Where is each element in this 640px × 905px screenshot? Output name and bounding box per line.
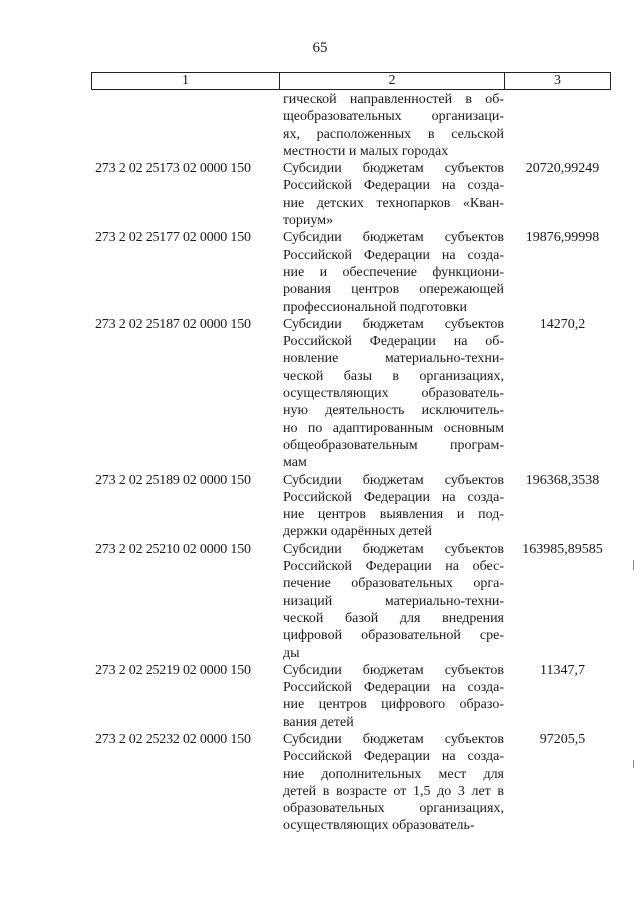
table-row: [91, 91, 621, 160]
description-line: Субсидии бюджетам субъектов: [283, 541, 504, 557]
description-line: Субсидии бюджетам субъектов: [283, 662, 504, 678]
description: [279, 316, 504, 472]
description: [279, 541, 504, 662]
description-line: ную деятельность исключитель-: [283, 403, 504, 419]
amount: 14270,2: [539, 316, 586, 332]
table-header: [91, 72, 611, 90]
description-line: ях, расположенных в сельской: [283, 126, 504, 142]
table-row: [91, 316, 621, 472]
description-line: ториум»: [283, 213, 334, 229]
budget-code: 273 2 02 25189 02 0000 150: [95, 472, 251, 488]
budget-code: 273 2 02 25232 02 0000 150: [95, 731, 251, 747]
header-col-3: 3: [554, 73, 561, 88]
header-col-1: 1: [92, 73, 280, 89]
description-line: Российской Федерации на созда-: [283, 178, 504, 194]
amount: [504, 91, 621, 160]
scan-edge-mark: [633, 560, 634, 570]
description-line: мам: [283, 455, 307, 471]
description-line: Российской Федерации на созда-: [283, 247, 504, 263]
budget-code: 273 2 02 25187 02 0000 150: [95, 316, 251, 332]
description-line: осуществляющих образователь-: [283, 386, 504, 402]
budget-code: 273 2 02 25210 02 0000 150: [95, 541, 251, 557]
description-line: местности и малых городах: [283, 143, 449, 159]
scan-edge-mark: [633, 760, 634, 768]
budget-code: 273 2 02 25219 02 0000 150: [95, 662, 251, 678]
description-line: Российской Федерации на обес-: [283, 559, 504, 575]
header-col-2: 2: [280, 73, 505, 89]
amount: 19876,99998: [525, 230, 600, 246]
description-line: Российской Федерации на созда-: [283, 749, 504, 765]
table-row: [91, 229, 621, 315]
table-body: [91, 91, 621, 835]
amount: 20720,99249: [525, 161, 600, 177]
description-line: осуществляющих образователь-: [283, 818, 475, 834]
description-line: профессиональной подготовки: [283, 299, 467, 315]
description-line: печение образовательных орга-: [283, 576, 504, 592]
amount: 163985,89585: [522, 541, 603, 557]
budget-code: 273 2 02 25177 02 0000 150: [95, 230, 251, 246]
description-line: ческой базой для внедрения: [283, 610, 504, 626]
description-line: но по адаптированным основным: [283, 420, 504, 436]
description-line: ние центров выявления и под-: [283, 507, 504, 523]
amount: 196368,3538: [525, 472, 600, 488]
description-line: вания детей: [283, 714, 354, 730]
table-row: [91, 160, 621, 229]
description-line: общеобразовательным програм-: [283, 437, 504, 453]
description: [279, 731, 504, 835]
description-line: ческой базы в организациях,: [283, 368, 504, 384]
budget-code: 273 2 02 25173 02 0000 150: [95, 161, 251, 177]
description-line: Субсидии бюджетам субъектов: [283, 472, 504, 488]
description-line: щеобразовательных организаци-: [283, 109, 504, 125]
amount: 11347,7: [540, 662, 585, 678]
amount: 97205,5: [539, 731, 586, 747]
description-line: новление материально-техни-: [283, 351, 504, 367]
description-line: гической направленностей в об-: [283, 92, 504, 107]
description-line: ние детских технопарков «Кван-: [283, 195, 504, 211]
description-line: рования центров опережающей: [283, 282, 504, 298]
description: [279, 91, 504, 160]
description-line: Субсидии бюджетам субъектов: [283, 316, 504, 332]
description-line: ние дополнительных мест для: [283, 766, 504, 782]
page-number: 65: [312, 40, 328, 56]
description-line: ние и обеспечение функциони-: [283, 264, 504, 280]
description-line: Субсидии бюджетам субъектов: [283, 230, 504, 246]
description-line: Российской Федерации на созда-: [283, 680, 504, 696]
table-row: [91, 731, 621, 835]
description: [279, 229, 504, 315]
description: [279, 472, 504, 541]
description-line: низаций материально-техни-: [283, 593, 504, 609]
description-line: детей в возрасте от 1,5 до 3 лет в: [283, 783, 504, 799]
description-line: держки одарённых детей: [283, 524, 433, 540]
budget-code: [91, 91, 279, 160]
description: [279, 160, 504, 229]
description-line: образовательных организациях,: [283, 801, 504, 817]
description-line: ды: [283, 645, 300, 661]
description-line: Российской Федерации на об-: [283, 334, 504, 350]
description-line: ние центров цифрового образо-: [283, 697, 504, 713]
description-line: Субсидии бюджетам субъектов: [283, 731, 504, 747]
description: [279, 662, 504, 731]
description-line: Субсидии бюджетам субъектов: [283, 161, 504, 177]
description-line: цифровой образовательной сре-: [283, 628, 504, 644]
table-row: [91, 472, 621, 541]
table-row: [91, 662, 621, 731]
table-row: [91, 541, 621, 662]
description-line: Российской Федерации на созда-: [283, 489, 504, 505]
